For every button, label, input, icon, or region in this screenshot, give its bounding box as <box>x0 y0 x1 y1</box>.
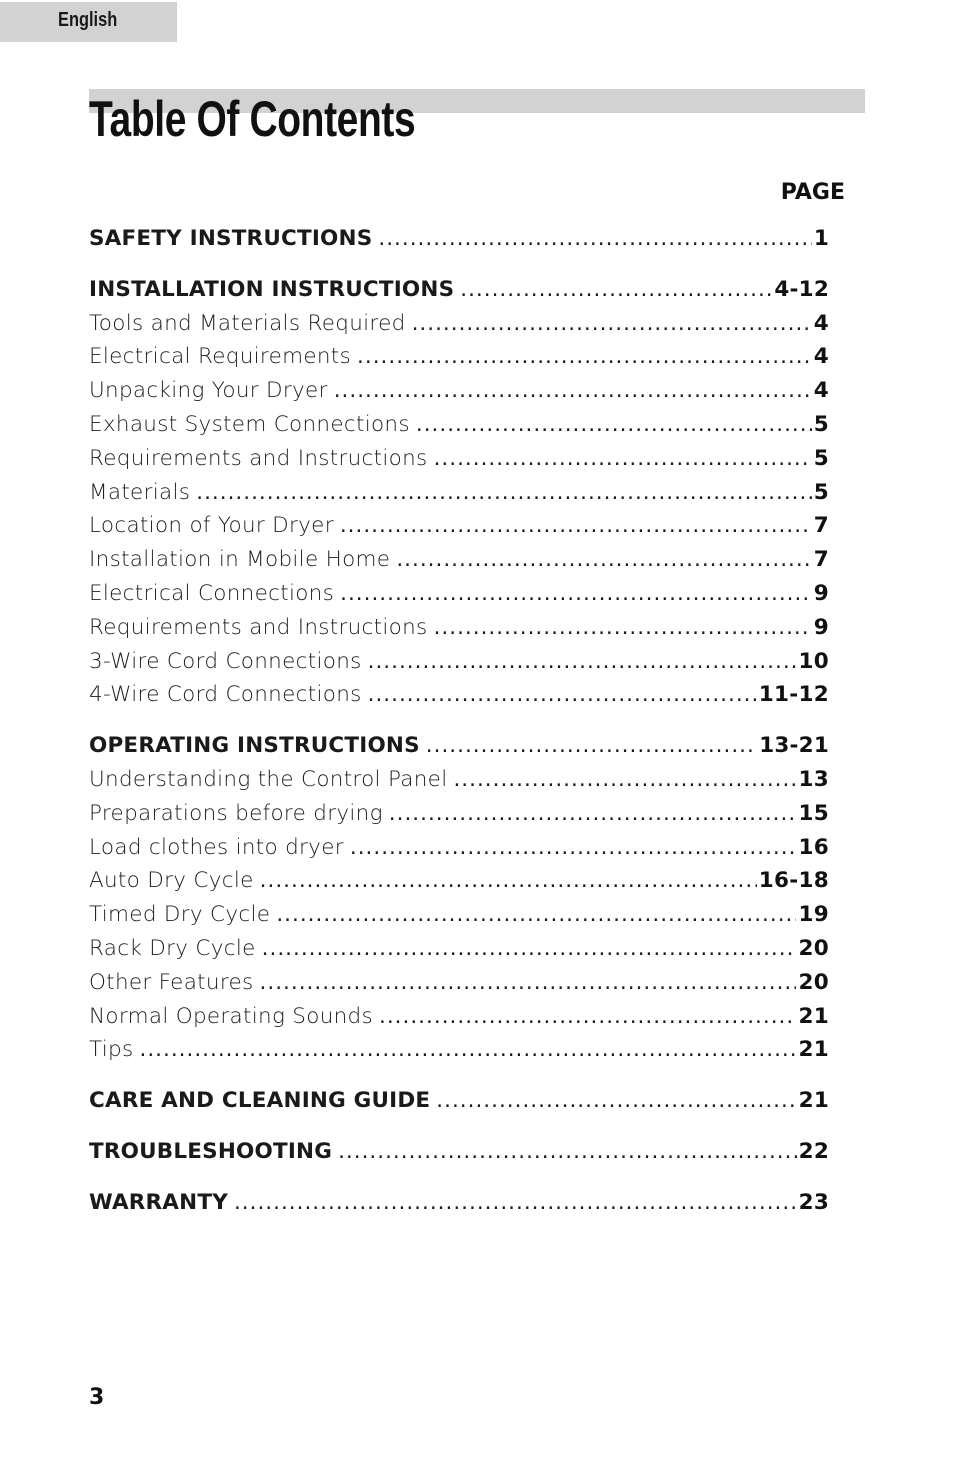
toc-entry-row <box>89 344 829 378</box>
toc-label: WARRANTY <box>89 1189 228 1215</box>
page-title: Table Of Contents <box>89 91 416 147</box>
toc-leader-dots <box>436 1088 796 1113</box>
toc-leader-dots <box>368 649 797 674</box>
toc-label: Unpacking Your Dryer <box>89 378 328 404</box>
toc-label: Installation in Mobile Home <box>89 547 391 573</box>
toc-entry-row <box>89 649 829 683</box>
toc-entry-row <box>89 378 829 412</box>
toc-label: Tips <box>89 1037 134 1063</box>
toc-entry-row <box>89 902 829 936</box>
toc-page-number: 22 <box>798 1138 829 1164</box>
toc-leader-dots <box>389 801 797 826</box>
toc-leader-dots <box>140 1037 797 1062</box>
toc-label: TROUBLESHOOTING <box>89 1138 333 1164</box>
toc-leader-dots <box>350 835 797 860</box>
toc-leader-dots <box>434 615 812 640</box>
toc-entry-row <box>89 936 829 970</box>
toc-label: Timed Dry Cycle <box>89 902 271 928</box>
toc-page-number: 4 <box>813 344 829 370</box>
toc-page-number: 9 <box>813 614 829 640</box>
toc-leader-dots <box>340 581 812 606</box>
toc-label: CARE AND CLEANING GUIDE <box>89 1088 431 1114</box>
toc-leader-dots <box>260 970 797 995</box>
toc-label: Requirements and Instructions <box>89 445 428 471</box>
toc-label: Exhaust System Connections <box>89 411 410 437</box>
toc-entry-row <box>89 801 829 835</box>
toc-entry-row <box>89 446 829 480</box>
toc-leader-dots <box>276 902 796 927</box>
toc-page-number: 21 <box>798 1088 829 1114</box>
toc-label: Other Features <box>89 969 254 995</box>
toc-page-number: 5 <box>813 479 829 505</box>
toc-entry-row <box>89 547 829 581</box>
toc-label: Tools and Materials Required <box>89 310 406 336</box>
toc-section-row <box>89 1088 829 1122</box>
toc-section-row <box>89 733 829 767</box>
toc-page-number: 13 <box>798 766 829 792</box>
toc-leader-dots <box>260 868 757 893</box>
toc-entry-row <box>89 412 829 446</box>
toc-leader-dots <box>453 767 796 792</box>
toc-page-number: 4 <box>813 310 829 336</box>
toc-page-number: 4 <box>813 378 829 404</box>
toc-label: 4-Wire Cord Connections <box>89 682 362 708</box>
toc-label: Load clothes into dryer <box>89 834 344 860</box>
toc-label: SAFETY INSTRUCTIONS <box>89 226 373 251</box>
toc-page-number: 21 <box>798 1003 829 1029</box>
toc-page-number: 16 <box>798 834 829 860</box>
toc-page-number: 5 <box>813 411 829 437</box>
toc-leader-dots <box>416 412 812 437</box>
toc-leader-dots <box>357 344 812 369</box>
toc-page-number: 15 <box>798 800 829 826</box>
toc-label: Materials <box>89 479 191 505</box>
toc-entry-row <box>89 835 829 869</box>
toc-section-row <box>89 226 829 260</box>
toc-page-number: 21 <box>798 1037 829 1063</box>
toc-page-number: 11-12 <box>758 682 829 708</box>
toc-entry-row <box>89 513 829 547</box>
toc-entry-row <box>89 682 829 716</box>
toc-leader-dots <box>378 226 811 251</box>
page-column-header: PAGE <box>780 180 845 205</box>
table-of-contents <box>89 226 829 1224</box>
language-tab-label: English <box>58 9 118 31</box>
toc-label: Understanding the Control Panel <box>89 766 448 792</box>
toc-leader-dots <box>262 936 797 961</box>
toc-page-number: 9 <box>813 580 829 606</box>
page-number: 3 <box>89 1385 105 1410</box>
toc-page-number: 7 <box>813 547 829 573</box>
toc-leader-dots <box>368 682 757 707</box>
toc-page-number: 5 <box>813 445 829 471</box>
toc-label: 3-Wire Cord Connections <box>89 648 362 674</box>
toc-leader-dots <box>379 1004 796 1029</box>
toc-leader-dots <box>426 733 757 758</box>
toc-entry-row <box>89 480 829 514</box>
toc-leader-dots <box>412 311 812 336</box>
toc-page-number: 13-21 <box>759 733 829 759</box>
toc-leader-dots <box>234 1190 797 1215</box>
toc-section-row <box>89 277 829 311</box>
toc-entry-row <box>89 767 829 801</box>
toc-section-row <box>89 1190 829 1224</box>
toc-page-number: 7 <box>813 513 829 539</box>
toc-page-number: 16-18 <box>758 868 829 894</box>
toc-page-number: 20 <box>798 935 829 961</box>
toc-leader-dots <box>196 480 811 505</box>
toc-label: Normal Operating Sounds <box>89 1003 374 1029</box>
toc-leader-dots <box>340 513 812 538</box>
toc-section-row <box>89 1139 829 1173</box>
toc-entry-row <box>89 581 829 615</box>
toc-leader-dots <box>460 277 772 302</box>
toc-label: Electrical Requirements <box>89 344 352 370</box>
toc-entry-row <box>89 970 829 1004</box>
toc-entry-row <box>89 615 829 649</box>
toc-entry-row <box>89 311 829 345</box>
toc-label: INSTALLATION INSTRUCTIONS <box>89 276 455 302</box>
toc-entry-row <box>89 1004 829 1038</box>
toc-page-number: 23 <box>798 1189 829 1215</box>
toc-label: Location of Your Dryer <box>89 513 334 539</box>
toc-label: Electrical Connections <box>89 580 335 606</box>
toc-label: OPERATING INSTRUCTIONS <box>89 733 420 759</box>
toc-page-number: 19 <box>798 902 829 928</box>
toc-page-number: 20 <box>798 969 829 995</box>
toc-page-number: 4-12 <box>774 276 829 302</box>
language-tab <box>0 2 177 42</box>
toc-label: Preparations before drying <box>89 800 383 826</box>
toc-leader-dots <box>334 378 812 403</box>
toc-leader-dots <box>434 446 812 471</box>
toc-entry-row <box>89 868 829 902</box>
toc-label: Rack Dry Cycle <box>89 935 256 961</box>
toc-page-number: 1 <box>813 226 829 251</box>
toc-label: Auto Dry Cycle <box>89 868 254 894</box>
toc-label: Requirements and Instructions <box>89 614 428 640</box>
toc-leader-dots <box>338 1139 797 1164</box>
toc-leader-dots <box>396 547 811 572</box>
toc-entry-row <box>89 1037 829 1071</box>
toc-page-number: 10 <box>798 648 829 674</box>
